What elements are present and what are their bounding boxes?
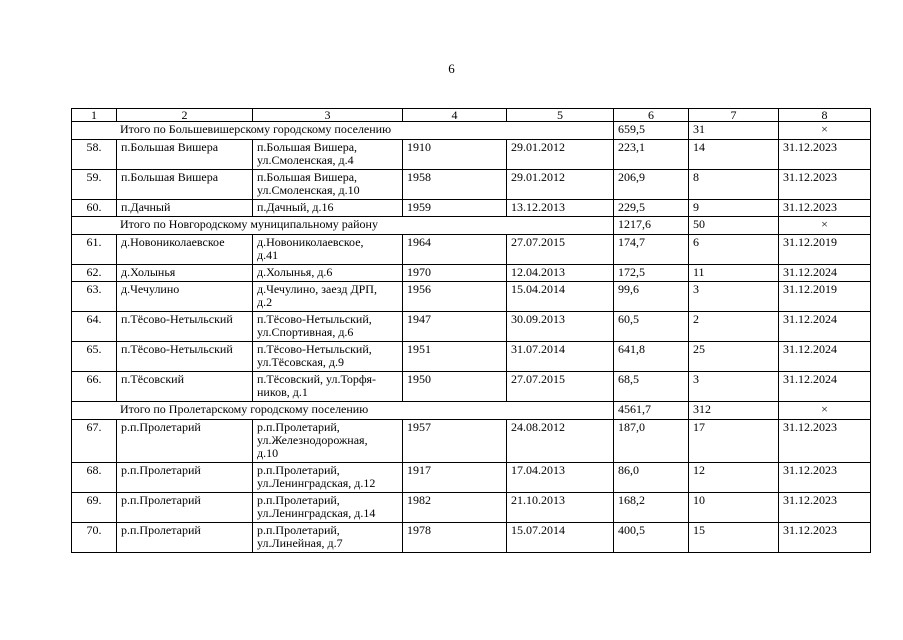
year-built-cell: 1978 xyxy=(403,523,507,553)
deadline-cell: 31.12.2024 xyxy=(779,312,871,342)
row-number-cell: 63. xyxy=(72,282,117,312)
year-built-cell: 1910 xyxy=(403,140,507,170)
row-number-cell: 62. xyxy=(72,265,117,282)
table-row xyxy=(72,235,871,265)
row-number-cell: 60. xyxy=(72,200,117,217)
count-cell: 9 xyxy=(689,200,779,217)
year-built-cell: 1917 xyxy=(403,463,507,493)
area-cell: 4561,7 xyxy=(614,402,689,420)
table-row xyxy=(72,463,871,493)
settlement-cell: д.Чечулино xyxy=(117,282,253,312)
subtotal-row xyxy=(72,217,871,235)
deadline-cell: 31.12.2024 xyxy=(779,265,871,282)
date-cell: 29.01.2012 xyxy=(507,140,614,170)
address-cell xyxy=(253,420,403,463)
deadline-cell: 31.12.2023 xyxy=(779,140,871,170)
year-built-cell: 1958 xyxy=(403,170,507,200)
subtotal-label: Итого по Большевишерскому городскому поселению xyxy=(72,122,614,140)
date-cell: 24.08.2012 xyxy=(507,420,614,463)
housing-table xyxy=(71,108,871,553)
address-line: ул.Ленинградская, д.12 xyxy=(257,476,376,490)
subtotal-label: Итого по Пролетарскому городскому поселению xyxy=(72,402,614,420)
table-row xyxy=(72,342,871,372)
address-line: р.п.Пролетарий, xyxy=(257,420,340,434)
subtotal-label: Итого по Новгородскому муниципальному району xyxy=(72,217,614,235)
count-cell: 6 xyxy=(689,235,779,265)
area-cell: 174,7 xyxy=(614,235,689,265)
settlement-cell: п.Тёсовский xyxy=(117,372,253,402)
table-row xyxy=(72,140,871,170)
table-row xyxy=(72,420,871,463)
year-built-cell: 1956 xyxy=(403,282,507,312)
address-line: п.Тёсово-Нетыльский, xyxy=(257,312,372,326)
column-number-cell: 8 xyxy=(779,109,871,122)
count-cell: 15 xyxy=(689,523,779,553)
column-number-cell: 7 xyxy=(689,109,779,122)
row-number-cell: 58. xyxy=(72,140,117,170)
year-built-cell: 1950 xyxy=(403,372,507,402)
deadline-cell: 31.12.2019 xyxy=(779,235,871,265)
settlement-cell: п.Большая Вишера xyxy=(117,140,253,170)
not-applicable-mark: × xyxy=(779,122,871,140)
date-cell: 30.09.2013 xyxy=(507,312,614,342)
row-number-cell: 61. xyxy=(72,235,117,265)
address-cell xyxy=(253,282,403,312)
address-cell xyxy=(253,140,403,170)
address-cell xyxy=(253,170,403,200)
count-cell: 25 xyxy=(689,342,779,372)
row-number-cell: 70. xyxy=(72,523,117,553)
deadline-cell: 31.12.2023 xyxy=(779,463,871,493)
address-line: д.2 xyxy=(257,295,273,309)
address-line: д.Холынья, д.6 xyxy=(257,265,333,279)
count-cell: 31 xyxy=(689,122,779,140)
address-line: р.п.Пролетарий, xyxy=(257,493,340,507)
area-cell: 229,5 xyxy=(614,200,689,217)
table-row xyxy=(72,170,871,200)
area-cell: 68,5 xyxy=(614,372,689,402)
year-built-cell: 1951 xyxy=(403,342,507,372)
date-cell: 27.07.2015 xyxy=(507,372,614,402)
column-number-cell: 3 xyxy=(253,109,403,122)
year-built-cell: 1959 xyxy=(403,200,507,217)
area-cell: 659,5 xyxy=(614,122,689,140)
not-applicable-mark: × xyxy=(779,217,871,235)
area-cell: 172,5 xyxy=(614,265,689,282)
count-cell: 2 xyxy=(689,312,779,342)
count-cell: 8 xyxy=(689,170,779,200)
date-cell: 29.01.2012 xyxy=(507,170,614,200)
area-cell: 1217,6 xyxy=(614,217,689,235)
row-number-cell: 64. xyxy=(72,312,117,342)
year-built-cell: 1982 xyxy=(403,493,507,523)
address-line: ул.Смоленская, д.10 xyxy=(257,183,360,197)
count-cell: 3 xyxy=(689,372,779,402)
table-row xyxy=(72,523,871,553)
deadline-cell: 31.12.2023 xyxy=(779,170,871,200)
year-built-cell: 1957 xyxy=(403,420,507,463)
count-cell: 3 xyxy=(689,282,779,312)
settlement-cell: д.Холынья xyxy=(117,265,253,282)
count-cell: 10 xyxy=(689,493,779,523)
date-cell: 15.07.2014 xyxy=(507,523,614,553)
address-line: п.Большая Вишера, xyxy=(257,140,358,154)
date-cell: 21.10.2013 xyxy=(507,493,614,523)
subtotal-row xyxy=(72,402,871,420)
area-cell: 99,6 xyxy=(614,282,689,312)
column-number-row xyxy=(72,109,871,122)
date-cell: 17.04.2013 xyxy=(507,463,614,493)
table-row xyxy=(72,200,871,217)
settlement-cell: р.п.Пролетарий xyxy=(117,493,253,523)
address-line: ул.Железнодорожная, xyxy=(257,433,368,447)
area-cell: 187,0 xyxy=(614,420,689,463)
count-cell: 312 xyxy=(689,402,779,420)
page-number: 6 xyxy=(448,61,455,76)
deadline-cell: 31.12.2023 xyxy=(779,420,871,463)
settlement-cell: п.Тёсово-Нетыльский xyxy=(117,342,253,372)
area-cell: 60,5 xyxy=(614,312,689,342)
count-cell: 12 xyxy=(689,463,779,493)
subtotal-row xyxy=(72,122,871,140)
year-built-cell: 1970 xyxy=(403,265,507,282)
area-cell: 206,9 xyxy=(614,170,689,200)
area-cell: 86,0 xyxy=(614,463,689,493)
address-cell xyxy=(253,493,403,523)
address-line: р.п.Пролетарий, xyxy=(257,463,340,477)
year-built-cell: 1947 xyxy=(403,312,507,342)
column-number-cell: 6 xyxy=(614,109,689,122)
deadline-cell: 31.12.2019 xyxy=(779,282,871,312)
address-line: п.Тёсовский, ул.Торфя- xyxy=(257,372,377,386)
row-number-cell: 69. xyxy=(72,493,117,523)
table-row xyxy=(72,265,871,282)
not-applicable-mark: × xyxy=(779,402,871,420)
settlement-cell: д.Новониколаевское xyxy=(117,235,253,265)
row-number-cell: 68. xyxy=(72,463,117,493)
settlement-cell: п.Тёсово-Нетыльский xyxy=(117,312,253,342)
address-line: д.41 xyxy=(257,248,279,262)
deadline-cell: 31.12.2023 xyxy=(779,200,871,217)
address-line: ул.Спортивная, д.6 xyxy=(257,325,354,339)
settlement-cell: р.п.Пролетарий xyxy=(117,420,253,463)
count-cell: 50 xyxy=(689,217,779,235)
deadline-cell: 31.12.2023 xyxy=(779,523,871,553)
address-cell xyxy=(253,342,403,372)
address-cell xyxy=(253,200,403,217)
settlement-cell: п.Большая Вишера xyxy=(117,170,253,200)
area-cell: 641,8 xyxy=(614,342,689,372)
date-cell: 13.12.2013 xyxy=(507,200,614,217)
deadline-cell: 31.12.2024 xyxy=(779,372,871,402)
address-line: ул.Смоленская, д.4 xyxy=(257,153,354,167)
address-cell xyxy=(253,235,403,265)
table-body xyxy=(72,109,871,553)
count-cell: 17 xyxy=(689,420,779,463)
date-cell: 31.07.2014 xyxy=(507,342,614,372)
settlement-cell: р.п.Пролетарий xyxy=(117,463,253,493)
area-cell: 400,5 xyxy=(614,523,689,553)
address-line: ул.Тёсовская, д.9 xyxy=(257,355,344,369)
row-number-cell: 65. xyxy=(72,342,117,372)
deadline-cell: 31.12.2024 xyxy=(779,342,871,372)
table-row xyxy=(72,493,871,523)
address-line: р.п.Пролетарий, xyxy=(257,523,340,537)
column-number-cell: 1 xyxy=(72,109,117,122)
address-line: ул.Ленинградская, д.14 xyxy=(257,506,376,520)
address-cell xyxy=(253,523,403,553)
date-cell: 12.04.2013 xyxy=(507,265,614,282)
table-row xyxy=(72,372,871,402)
address-line: д.Чечулино, заезд ДРП, xyxy=(257,282,377,296)
column-number-cell: 5 xyxy=(507,109,614,122)
area-cell: 223,1 xyxy=(614,140,689,170)
count-cell: 11 xyxy=(689,265,779,282)
address-line: ул.Линейная, д.7 xyxy=(257,536,343,550)
row-number-cell: 66. xyxy=(72,372,117,402)
table-row xyxy=(72,282,871,312)
date-cell: 15.04.2014 xyxy=(507,282,614,312)
address-line: д.Новониколаевское, xyxy=(257,235,364,249)
address-line: п.Тёсово-Нетыльский, xyxy=(257,342,372,356)
address-line: п.Большая Вишера, xyxy=(257,170,358,184)
row-number-cell: 67. xyxy=(72,420,117,463)
column-number-cell: 4 xyxy=(403,109,507,122)
address-line: ников, д.1 xyxy=(257,385,308,399)
address-cell xyxy=(253,312,403,342)
area-cell: 168,2 xyxy=(614,493,689,523)
deadline-cell: 31.12.2023 xyxy=(779,493,871,523)
address-cell xyxy=(253,372,403,402)
table-row xyxy=(72,312,871,342)
year-built-cell: 1964 xyxy=(403,235,507,265)
address-cell xyxy=(253,463,403,493)
settlement-cell: п.Дачный xyxy=(117,200,253,217)
address-cell xyxy=(253,265,403,282)
date-cell: 27.07.2015 xyxy=(507,235,614,265)
address-line: д.10 xyxy=(257,446,279,460)
column-number-cell: 2 xyxy=(117,109,253,122)
address-line: п.Дачный, д.16 xyxy=(257,200,334,214)
count-cell: 14 xyxy=(689,140,779,170)
row-number-cell: 59. xyxy=(72,170,117,200)
settlement-cell: р.п.Пролетарий xyxy=(117,523,253,553)
